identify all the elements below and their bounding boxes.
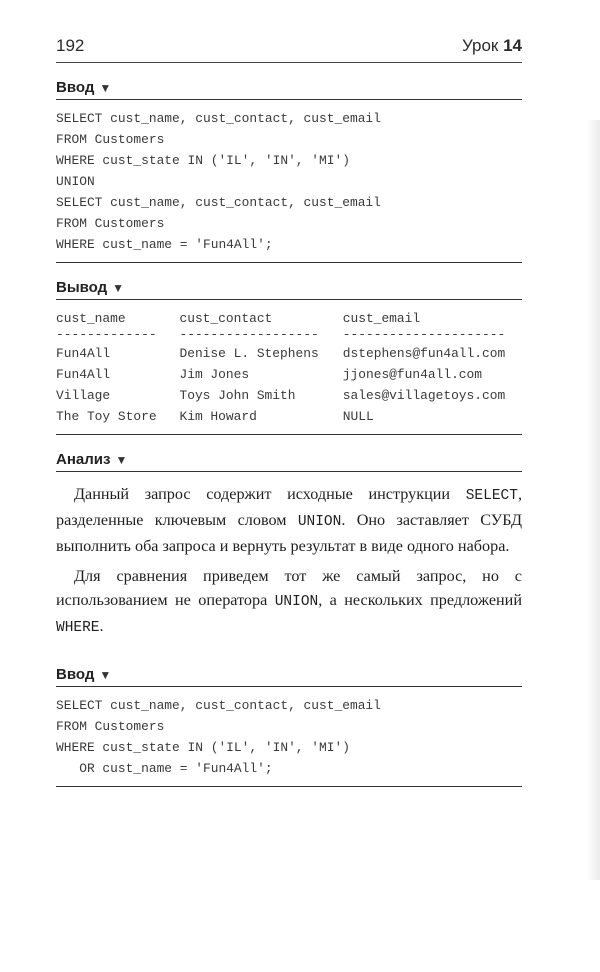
code-line: SELECT cust_name, cust_contact, cust_email — [56, 111, 381, 126]
code-line: FROM Customers — [56, 216, 165, 231]
lesson-number: 14 — [503, 36, 522, 55]
triangle-down-icon: ▼ — [99, 667, 112, 682]
analysis-paragraph: Данный запрос содержит исходные инструкции SELECT, разделенные ключевым словом UNION. Оно заставляет СУБД выполнить оба запроса и вернуть результат в виде одного набора. — [56, 485, 522, 555]
code-line: WHERE cust_state IN ('IL', 'IN', 'MI') — [56, 740, 350, 755]
book-page — [56, 36, 522, 787]
code-line: WHERE cust_name = 'Fun4All'; — [56, 237, 273, 252]
output-section — [56, 279, 522, 435]
code-line: SELECT cust_name, cust_contact, cust_email — [56, 698, 381, 713]
column-header: cust_name — [56, 311, 126, 326]
table-row: Fun4All Jim Jones jjones@fun4all.com — [56, 367, 483, 382]
page-number: 192 — [56, 36, 85, 55]
input-section-2 — [56, 666, 522, 787]
input-heading-2: Ввод ▼ — [56, 666, 522, 687]
page-edge-shadow — [586, 120, 600, 880]
query-result-table — [56, 300, 522, 435]
column-header: cust_contact — [179, 311, 273, 326]
triangle-down-icon: ▼ — [99, 80, 112, 95]
code-line: WHERE cust_state IN ('IL', 'IN', 'MI') — [56, 153, 350, 168]
table-row: The Toy Store Kim Howard NULL — [56, 409, 374, 424]
lesson-label: Урок 14 — [461, 36, 522, 55]
table-row: Village Toys John Smith sales@villagetoys.com — [56, 388, 506, 403]
column-header: cust_email — [342, 311, 421, 326]
code-line: UNION — [56, 174, 95, 189]
code-line: FROM Customers — [56, 719, 165, 734]
code-line: OR cust_name = 'Fun4All'; — [56, 761, 273, 776]
output-heading: Вывод ▼ — [56, 279, 522, 300]
triangle-down-icon: ▼ — [112, 280, 125, 295]
analysis-section — [56, 451, 522, 650]
analysis-body — [56, 472, 522, 650]
analysis-heading: Анализ ▼ — [56, 451, 522, 472]
input-heading-1: Ввод ▼ — [56, 79, 522, 100]
input-section-1 — [56, 79, 522, 263]
table-row: Fun4All Denise L. Stephens dstephens@fun4all.com — [56, 346, 506, 361]
sql-code-block-2 — [56, 687, 522, 787]
code-line: FROM Customers — [56, 132, 165, 147]
triangle-down-icon: ▼ — [115, 452, 128, 467]
sql-code-block-1 — [56, 100, 522, 263]
code-line: SELECT cust_name, cust_contact, cust_email — [56, 195, 381, 210]
table-separator-row: ------------- ------------------ --------------------- — [56, 329, 506, 342]
analysis-paragraph: Для сравнения приведем тот же самый запрос, но с использованием не оператора UNION, а нескольких предложений WHERE. — [56, 567, 522, 636]
table-header-row — [56, 308, 522, 329]
running-header — [56, 36, 522, 63]
